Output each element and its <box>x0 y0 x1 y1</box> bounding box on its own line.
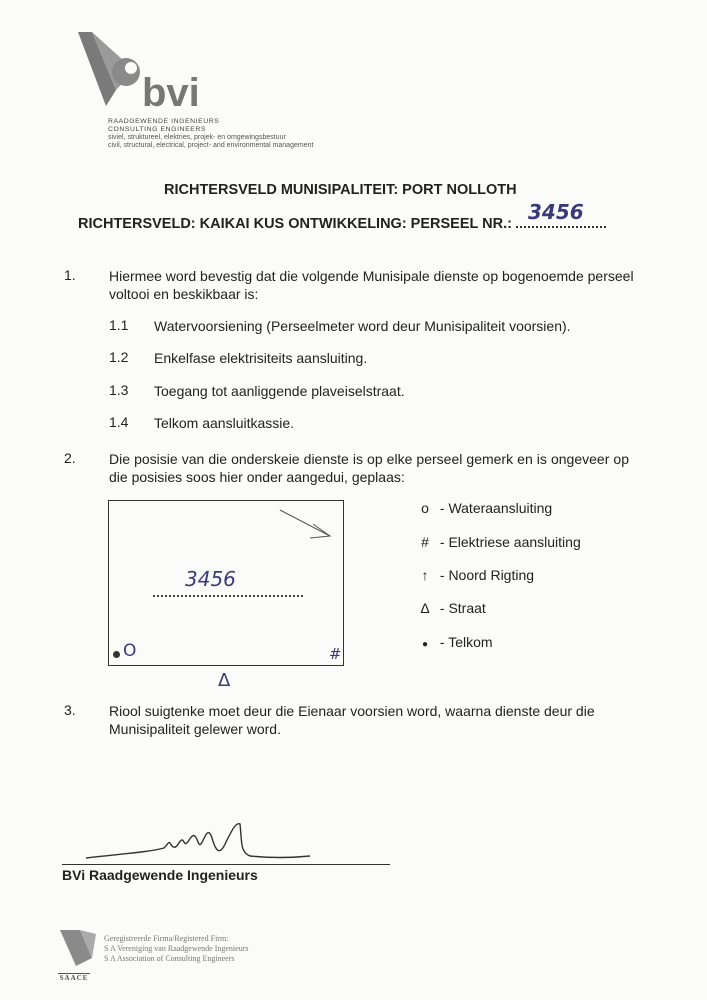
water-connection-marker: O <box>123 641 137 661</box>
heading-development <box>78 200 606 232</box>
logo-line-afrikaans: RAADGEWENDE INGENIEURS <box>108 118 220 125</box>
legend-street <box>414 600 486 616</box>
triangle-icon: Δ <box>420 600 430 616</box>
legend-electric <box>414 534 581 550</box>
bullet-icon: ● <box>421 639 429 650</box>
item-3-number: 3. <box>64 702 76 718</box>
legend-telkom-text: - Telkom <box>439 634 493 650</box>
signatory-name: BVi Raadgewende Ingenieurs <box>62 867 258 883</box>
water-circle-icon: o <box>421 500 429 516</box>
street-marker: Δ <box>218 670 231 691</box>
legend-water <box>414 500 552 516</box>
item-2-text: Die posisie van die onderskeie dienste is op elke perseel gemerk en is ongeveer op die posisies soos hier onder aangedui, geplaas: <box>109 451 629 485</box>
subitem-1-2-text: Enkelfase elektrisiteits aansluiting. <box>154 350 368 366</box>
legend-telkom <box>414 634 493 650</box>
company-logo <box>76 30 336 155</box>
footer-registration <box>104 934 248 964</box>
bvi-logo-mark <box>76 30 216 118</box>
heading-municipality: RICHTERSVELD MUNISIPALITEIT: PORT NOLLOTH <box>164 182 517 198</box>
subitem-1-2-number: 1.2 <box>109 349 129 365</box>
legend-water-text: - Wateraansluiting <box>439 500 553 516</box>
item-1-number: 1. <box>64 267 76 283</box>
item-3-text: Riool suigtenke moet deur die Eienaar voorsien word, waarna dienste deur die Munisipaliteit gelewer word. <box>109 703 595 737</box>
electric-connection-marker: # <box>329 645 342 663</box>
subitem-1-3-text: Toegang tot aanliggende plaveiselstraat. <box>154 383 405 399</box>
hash-icon: # <box>421 534 429 550</box>
arrow-up-icon: ↑ <box>421 567 429 583</box>
saace-badge-text: SAACE <box>59 974 89 982</box>
subitem-1-3-number: 1.3 <box>109 382 129 398</box>
legend-electric-text: - Elektriese aansluiting <box>439 534 581 550</box>
saace-emblem-icon <box>58 928 98 968</box>
item-1-text: Hiermee word bevestig dat die volgende Munisipale dienste op bogenoemde perseel voltooi en beskikbaar is: <box>109 268 634 302</box>
logo-tagline <box>108 118 313 150</box>
subitem-1-4-number: 1.4 <box>109 414 129 430</box>
plot-label-handwritten: 3456 <box>185 567 236 591</box>
signature-scribble <box>80 812 320 866</box>
logo-line-english: CONSULTING ENGINEERS <box>108 126 206 133</box>
footer-line-3: S A Association of Consulting Engineers <box>104 954 235 963</box>
plot-diagram <box>108 500 344 666</box>
plot-number-field <box>516 200 606 228</box>
logo-services-afrikaans: siviel, struktureel, elektries, projek- en omgewingsbestuur <box>108 134 286 141</box>
subitem-1-1-number: 1.1 <box>109 317 129 333</box>
plot-number-handwritten: 3456 <box>527 200 584 224</box>
subitem-1-4-text: Telkom aansluitkassie. <box>154 415 295 431</box>
logo-services-english: civil, structural, electrical, project- and environmental management <box>108 142 314 149</box>
legend-street-text: - Straat <box>439 600 486 616</box>
logo-brand: bvi <box>142 71 200 115</box>
signature-line <box>62 864 390 865</box>
subitem-1-1-text: Watervoorsiening (Perseelmeter word deur Munisipaliteit voorsien). <box>154 318 571 334</box>
saace-badge <box>58 928 98 982</box>
legend-north-text: - Noord Rigting <box>439 567 535 583</box>
legend-north <box>414 567 534 583</box>
item-2-number: 2. <box>64 450 76 466</box>
plot-label-dotted-line <box>153 595 303 597</box>
telkom-dot-icon <box>113 651 120 658</box>
footer-line-1: Geregistreerde Firma/Registered Firm: <box>104 934 229 943</box>
footer-line-2: S A Vereniging van Raadgewende Ingenieurs <box>104 944 249 953</box>
heading-development-text: RICHTERSVELD: KAIKAI KUS ONTWIKKELING: PERSEEL NR.: <box>78 216 512 232</box>
